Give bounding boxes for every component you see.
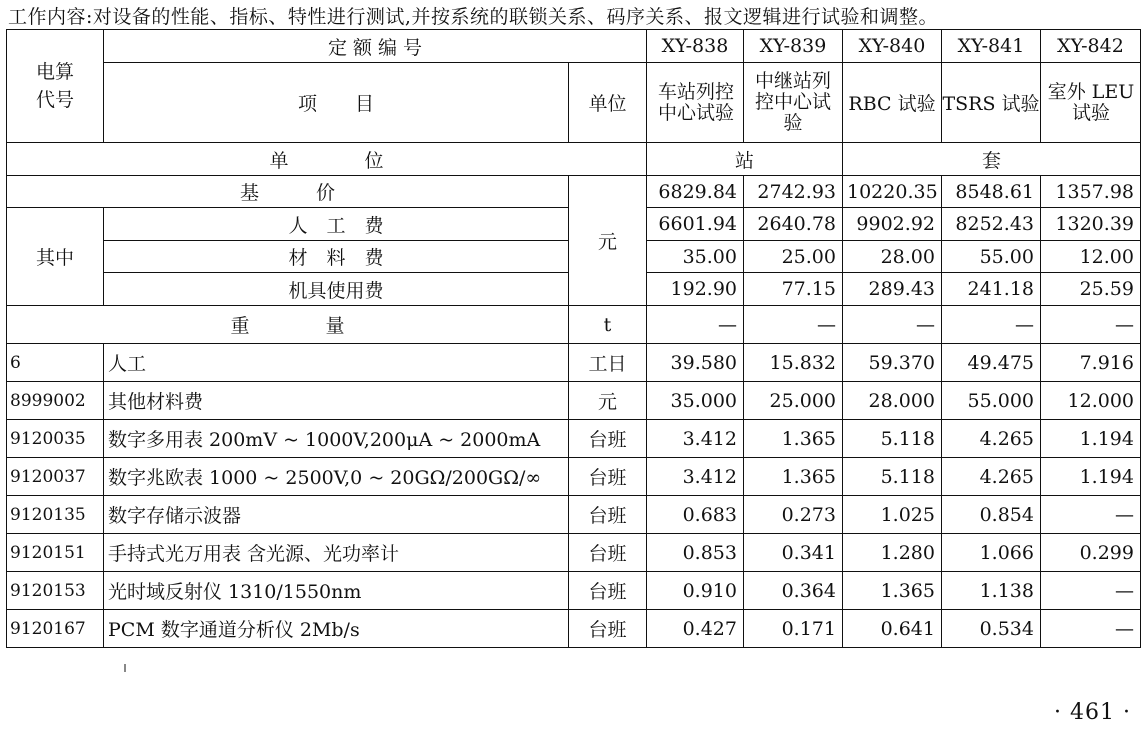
base-price-4: 8548.61 xyxy=(942,176,1041,208)
labor-cost-4: 8252.43 xyxy=(942,208,1041,241)
item-value: — xyxy=(1041,610,1141,648)
quota-id-1: XY-838 xyxy=(647,30,744,63)
among-label: 其中 xyxy=(7,208,104,306)
item-code: 9120135 xyxy=(7,496,104,534)
item-name: 其他材料费 xyxy=(104,382,569,420)
item-value: 3.412 xyxy=(647,420,744,458)
item-value: 0.683 xyxy=(647,496,744,534)
material-cost-3: 28.00 xyxy=(843,241,942,273)
quota-id-5: XY-842 xyxy=(1041,30,1141,63)
base-price-1: 6829.84 xyxy=(647,176,744,208)
unit-set: 套 xyxy=(843,143,1141,176)
item-value: 4.265 xyxy=(942,458,1041,496)
item-value: 0.171 xyxy=(744,610,843,648)
item-value: 0.534 xyxy=(942,610,1041,648)
item-unit: 工日 xyxy=(569,344,647,382)
table-row xyxy=(7,610,1141,648)
item-value: 55.000 xyxy=(942,382,1041,420)
item-value: 0.641 xyxy=(843,610,942,648)
item-unit: 台班 xyxy=(569,420,647,458)
item-value: 1.365 xyxy=(744,458,843,496)
item-value: 59.370 xyxy=(843,344,942,382)
item-value: 0.910 xyxy=(647,572,744,610)
work-content-text: 工作内容:对设备的性能、指标、特性进行测试,并按系统的联锁关系、码序关系、报文逻辑进行试验和调整。 xyxy=(8,6,938,28)
item-value: 0.273 xyxy=(744,496,843,534)
item-value: 5.118 xyxy=(843,420,942,458)
item-name: 人工 xyxy=(104,344,569,382)
base-price-label: 基 价 xyxy=(7,176,569,208)
table-row xyxy=(7,496,1141,534)
quota-name-1: 车站列控中心试验 xyxy=(647,63,744,143)
quota-id-3: XY-840 xyxy=(843,30,942,63)
weight-label: 重 量 xyxy=(7,306,569,344)
item-unit: 台班 xyxy=(569,496,647,534)
base-price-2: 2742.93 xyxy=(744,176,843,208)
item-value: 1.365 xyxy=(744,420,843,458)
labor-cost-3: 9902.92 xyxy=(843,208,942,241)
base-price-5: 1357.98 xyxy=(1041,176,1141,208)
table-row xyxy=(7,420,1141,458)
item-name: PCM 数字通道分析仪 2Mb/s xyxy=(104,610,569,648)
machine-cost-5: 25.59 xyxy=(1041,273,1141,306)
item-value: 0.853 xyxy=(647,534,744,572)
machine-cost-3: 289.43 xyxy=(843,273,942,306)
quota-number-header: 定 额 编 号 xyxy=(104,30,647,63)
item-value: 1.280 xyxy=(843,534,942,572)
quota-name-4: TSRS 试验 xyxy=(942,63,1041,143)
code-header: 电算代号 xyxy=(7,30,104,143)
weight-row xyxy=(7,306,1141,344)
quota-name-2: 中继站列控中心试验 xyxy=(744,63,843,143)
item-value: 1.194 xyxy=(1041,420,1141,458)
header-row-names xyxy=(7,63,1141,143)
item-value: 1.138 xyxy=(942,572,1041,610)
labor-cost-2: 2640.78 xyxy=(744,208,843,241)
item-value: 3.412 xyxy=(647,458,744,496)
weight-2: — xyxy=(744,306,843,344)
item-value: 49.475 xyxy=(942,344,1041,382)
base-price-row xyxy=(7,176,1141,208)
item-name: 数字多用表 200mV ~ 1000V,200μA ~ 2000mA xyxy=(104,420,569,458)
weight-4: — xyxy=(942,306,1041,344)
table-row xyxy=(7,458,1141,496)
material-cost-5: 12.00 xyxy=(1041,241,1141,273)
item-value: 12.000 xyxy=(1041,382,1141,420)
material-cost-4: 55.00 xyxy=(942,241,1041,273)
among-unit: 元 xyxy=(569,176,647,306)
table-row xyxy=(7,382,1141,420)
item-value: — xyxy=(1041,496,1141,534)
item-value: 39.580 xyxy=(647,344,744,382)
labor-cost-label: 人 工 费 xyxy=(104,208,569,241)
item-name: 手持式光万用表 含光源、光功率计 xyxy=(104,534,569,572)
weight-3: — xyxy=(843,306,942,344)
item-code: 9120151 xyxy=(7,534,104,572)
item-value: 15.832 xyxy=(744,344,843,382)
weight-1: — xyxy=(647,306,744,344)
item-value: 0.364 xyxy=(744,572,843,610)
item-code: 9120167 xyxy=(7,610,104,648)
table-row xyxy=(7,572,1141,610)
table-row xyxy=(7,534,1141,572)
item-value: — xyxy=(1041,572,1141,610)
item-value: 1.365 xyxy=(843,572,942,610)
quota-id-4: XY-841 xyxy=(942,30,1041,63)
machine-cost-label: 机具使用费 xyxy=(104,273,569,306)
labor-cost-5: 1320.39 xyxy=(1041,208,1141,241)
quota-table-body xyxy=(7,30,1141,648)
item-code: 9120035 xyxy=(7,420,104,458)
item-name: 数字兆欧表 1000 ~ 2500V,0 ~ 20GΩ/200GΩ/∞ xyxy=(104,458,569,496)
material-cost-label: 材 料 费 xyxy=(104,241,569,273)
item-code: 9120153 xyxy=(7,572,104,610)
item-value: 25.000 xyxy=(744,382,843,420)
table-row xyxy=(7,344,1141,382)
machine-cost-2: 77.15 xyxy=(744,273,843,306)
item-unit: 台班 xyxy=(569,458,647,496)
item-value: 7.916 xyxy=(1041,344,1141,382)
item-value: 28.000 xyxy=(843,382,942,420)
header-row-ids xyxy=(7,30,1141,63)
item-value: 1.066 xyxy=(942,534,1041,572)
item-value: 4.265 xyxy=(942,420,1041,458)
item-name: 光时域反射仪 1310/1550nm xyxy=(104,572,569,610)
labor-cost-1: 6601.94 xyxy=(647,208,744,241)
item-code: 9120037 xyxy=(7,458,104,496)
scan-speck xyxy=(124,664,126,672)
item-value: 0.341 xyxy=(744,534,843,572)
item-value: 5.118 xyxy=(843,458,942,496)
quota-name-5: 室外 LEU 试验 xyxy=(1041,63,1141,143)
item-value: 1.194 xyxy=(1041,458,1141,496)
item-value: 0.854 xyxy=(942,496,1041,534)
item-name: 数字存储示波器 xyxy=(104,496,569,534)
item-value: 35.000 xyxy=(647,382,744,420)
weight-unit: t xyxy=(569,306,647,344)
page-number: · 461 · xyxy=(1054,700,1131,725)
item-header: 项 目 xyxy=(104,63,569,143)
item-value: 0.299 xyxy=(1041,534,1141,572)
machine-cost-4: 241.18 xyxy=(942,273,1041,306)
item-value: 1.025 xyxy=(843,496,942,534)
quota-table xyxy=(6,29,1141,648)
unit-row xyxy=(7,143,1141,176)
quota-id-2: XY-839 xyxy=(744,30,843,63)
item-unit: 台班 xyxy=(569,610,647,648)
unit-header: 单位 xyxy=(569,63,647,143)
unit-station: 站 xyxy=(647,143,843,176)
item-unit: 台班 xyxy=(569,534,647,572)
machine-cost-1: 192.90 xyxy=(647,273,744,306)
base-price-3: 10220.35 xyxy=(843,176,942,208)
material-cost-2: 25.00 xyxy=(744,241,843,273)
item-unit: 元 xyxy=(569,382,647,420)
item-unit: 台班 xyxy=(569,572,647,610)
unit-row-label: 单 位 xyxy=(7,143,647,176)
item-code: 8999002 xyxy=(7,382,104,420)
item-value: 0.427 xyxy=(647,610,744,648)
weight-5: — xyxy=(1041,306,1141,344)
item-code: 6 xyxy=(7,344,104,382)
material-cost-1: 35.00 xyxy=(647,241,744,273)
quota-name-3: RBC 试验 xyxy=(843,63,942,143)
